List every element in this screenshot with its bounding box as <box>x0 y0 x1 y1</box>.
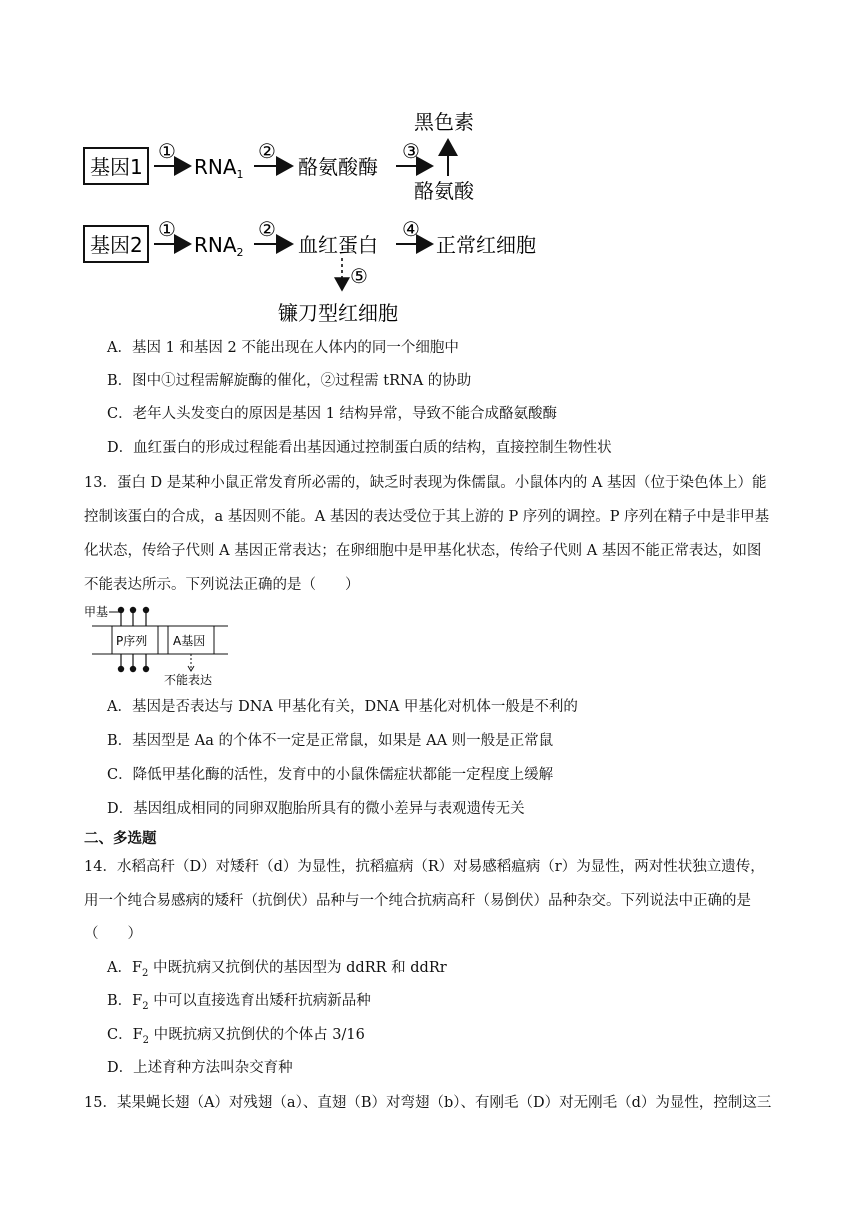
q13-option-c: C．降低甲基化酶的活性，发育中的小鼠侏儒症状都能一定程度上缓解 <box>107 767 554 783</box>
methylation-figure <box>84 602 244 688</box>
step5-label: ⑤ <box>350 264 368 288</box>
tyrosinase-label: 酪氨酸酶 <box>298 155 378 179</box>
rna2-label: $RNA_2$ <box>194 233 244 259</box>
methyl-dot-top-2 <box>130 607 136 613</box>
methyl-dot-bottom-3 <box>143 666 149 672</box>
q12-option-d: D．血红蛋白的形成过程能看出基因通过控制蛋白质的结构，直接控制生物性状 <box>107 440 612 456</box>
melanin-label: 黑色素 <box>414 110 474 134</box>
methyl-dot-top-1 <box>118 607 124 613</box>
q14-option-d: D．上述育种方法叫杂交育种 <box>107 1060 293 1076</box>
q12-option-b: B．图中①过程需解旋酶的催化，②过程需 tRNA 的协助 <box>107 373 472 389</box>
q14-stem-line-2: 用一个纯合易感病的矮秆（抗倒伏）品种与一个纯合抗病高秆（易倒伏）品种杂交。下列说法中正确的是 <box>84 893 751 909</box>
cannot-express-label: 不能表达 <box>164 673 213 687</box>
q15-stem-line-1: 15．某果蝇长翅（A）对残翅（a）、直翅（B）对弯翅（b）、有刚毛（D）对无刚毛（d）为显性，控制这三 <box>84 1095 772 1111</box>
sickle-rbc-label: 镰刀型红细胞 <box>278 301 398 325</box>
q14-stem-line-1: 14．水稻高秆（D）对矮秆（d）为显性，抗稻瘟病（R）对易感稻瘟病（r）为显性，两对性状独立遗传， <box>84 859 765 875</box>
normal-rbc-label: 正常红细胞 <box>436 233 536 257</box>
a-gene-label: A基因 <box>173 634 206 648</box>
methyl-dot-bottom-2 <box>130 666 136 672</box>
step4-label: ④ <box>402 217 420 241</box>
q13-stem-line-3: 化状态，传给子代则 A 基因正常表达；在卵细胞中是甲基化状态，传给子代则 A 基因不能正常表达，如图 <box>84 543 762 559</box>
step3-label: ③ <box>402 139 420 163</box>
section-heading-multi-choice: 二、多选题 <box>84 830 157 847</box>
q14-option-a: A．$F_2$ 中既抗病又抗倒伏的基因型为 ddRR 和 ddRr <box>107 960 447 979</box>
q13-stem-line-2: 控制该蛋白的合成，a 基因则不能。A 基因的表达受位于其上游的 P 序列的调控。P 序列在精子中是非甲基 <box>84 509 770 525</box>
q14-option-b: B．$F_2$ 中可以直接选育出矮秆抗病新品种 <box>107 993 371 1012</box>
q13-stem-line-1: 13．蛋白 D 是某种小鼠正常发育所必需的，缺乏时表现为侏儒鼠。小鼠体内的 A 基因（位于染色体上）能 <box>84 475 767 491</box>
step1b-label: ① <box>158 217 176 241</box>
step2b-label: ② <box>258 217 276 241</box>
q13-option-d: D．基因组成相同的同卵双胞胎所具有的微小差异与表观遗传无关 <box>107 801 525 817</box>
q14-stem-line-3: （ ） <box>84 926 142 942</box>
q14-option-c: C．$F_2$ 中既抗病又抗倒伏的个体占 3/16 <box>107 1027 365 1046</box>
gene1-label: 基因1 <box>90 155 143 179</box>
methyl-dot-top-3 <box>143 607 149 613</box>
q13-option-b: B．基因型是 Aa 的个体不一定是正常鼠，如果是 AA 则一般是正常鼠 <box>107 733 554 749</box>
tyrosine-label: 酪氨酸 <box>414 179 474 203</box>
q12-option-a: A．基因 1 和基因 2 不能出现在人体内的同一个细胞中 <box>107 340 459 356</box>
step1-label: ① <box>158 139 176 163</box>
q12-option-c: C．老年人头发变白的原因是基因 1 结构异常，导致不能合成酪氨酸酶 <box>107 406 558 422</box>
p-sequence-label: P序列 <box>116 634 148 648</box>
q13-stem-line-4: 不能表达所示。下列说法正确的是（ ） <box>84 577 360 593</box>
hemoglobin-label: 血红蛋白 <box>298 233 378 257</box>
rna1-label: $RNA_1$ <box>194 155 244 181</box>
methyl-dot-bottom-1 <box>118 666 124 672</box>
methyl-label: 甲基 <box>84 605 109 619</box>
gene-pathway-figure <box>80 100 560 330</box>
gene2-label: 基因2 <box>90 233 143 257</box>
q13-option-a: A．基因是否表达与 DNA 甲基化有关，DNA 甲基化对机体一般是不利的 <box>107 699 578 715</box>
step2-label: ② <box>258 139 276 163</box>
